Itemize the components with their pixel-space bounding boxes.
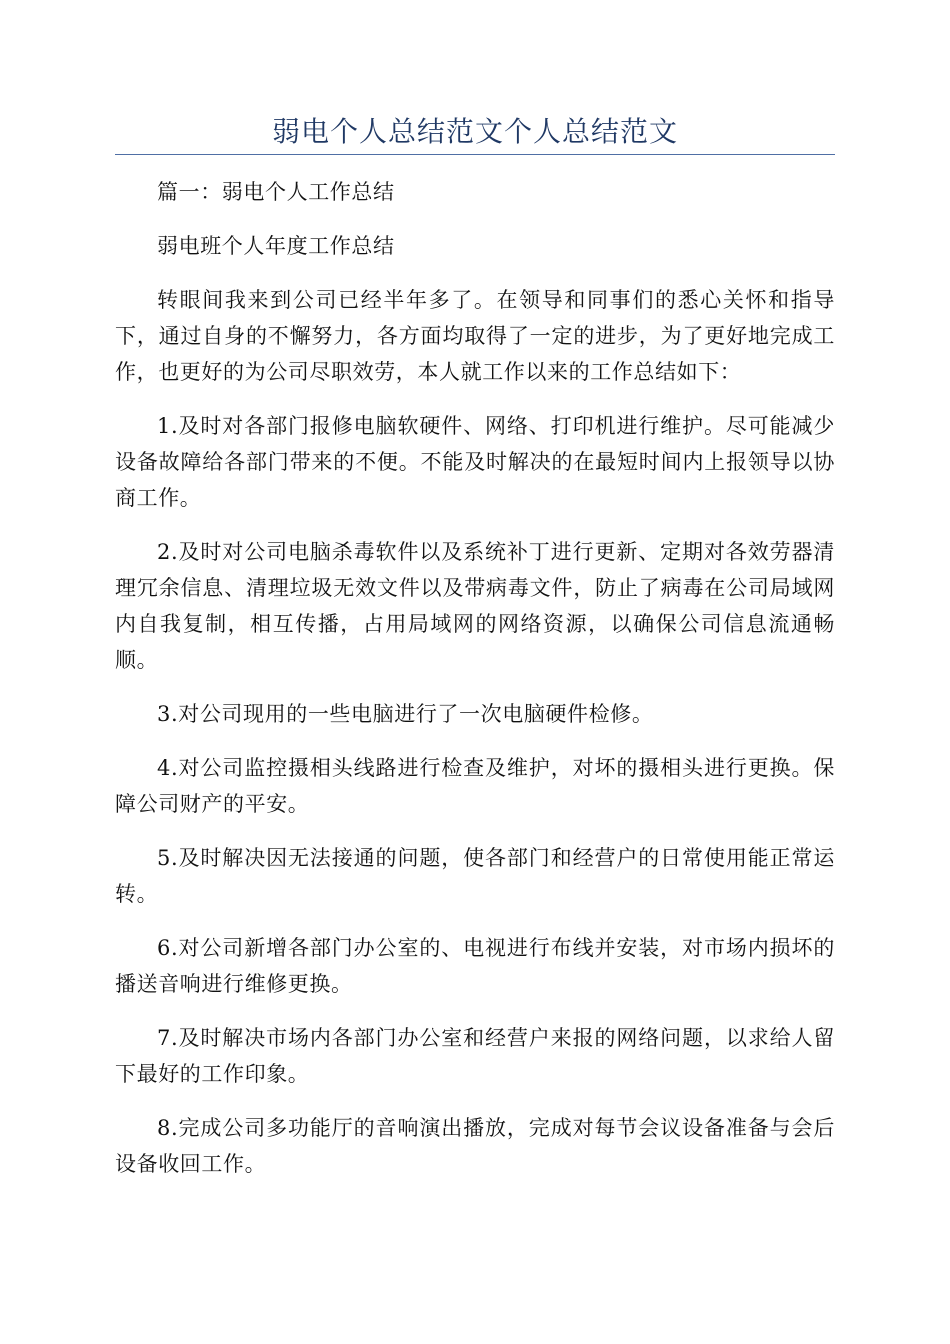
list-item-1: 1.及时对各部门报修电脑软硬件、网络、打印机进行维护。尽可能减少设备故障给各部门带来的不便。不能及时解决的在最短时间内上报领导以协商工作。	[115, 414, 835, 510]
document-title: 弱电个人总结范文个人总结范文	[271, 115, 678, 148]
list-item-4: 4.对公司监控摄相头线路进行检查及维护，对坏的摄相头进行更换。保障公司财产的平安。	[115, 756, 835, 816]
list-item-8: 8.完成公司多功能厅的音响演出播放，完成对每节会议设备准备与会后设备收回工作。	[115, 1116, 835, 1176]
document-body	[115, 174, 835, 1200]
list-item-2: 2.及时对公司电脑杀毒软件以及系统补丁进行更新、定期对各效劳器清理冗余信息、清理垃圾无效文件以及带病毒文件，防止了病毒在公司局域网内自我复制，相互传播，占用局域网的网络资源，以确保公司信息流通畅顺。	[115, 540, 835, 672]
title-underline	[115, 154, 835, 155]
list-item-3: 3.对公司现用的一些电脑进行了一次电脑硬件检修。	[157, 702, 654, 726]
list-item-7: 7.及时解决市场内各部门办公室和经营户来报的网络问题，以求给人留下最好的工作印象。	[115, 1026, 835, 1086]
section-heading: 篇一：弱电个人工作总结	[157, 180, 395, 204]
subsection-heading: 弱电班个人年度工作总结	[157, 234, 395, 258]
intro-paragraph: 转眼间我来到公司已经半年多了。在领导和同事们的悉心关怀和指导下，通过自身的不懈努力，各方面均取得了一定的进步，为了更好地完成工作，也更好的为公司尽职效劳，本人就工作以来的工作总结如下：	[115, 288, 835, 384]
list-item-5: 5.及时解决因无法接通的问题，使各部门和经营户的日常使用能正常运转。	[115, 846, 835, 906]
list-item-6: 6.对公司新增各部门办公室的、电视进行布线并安装，对市场内损坏的播送音响进行维修更换。	[115, 936, 835, 996]
